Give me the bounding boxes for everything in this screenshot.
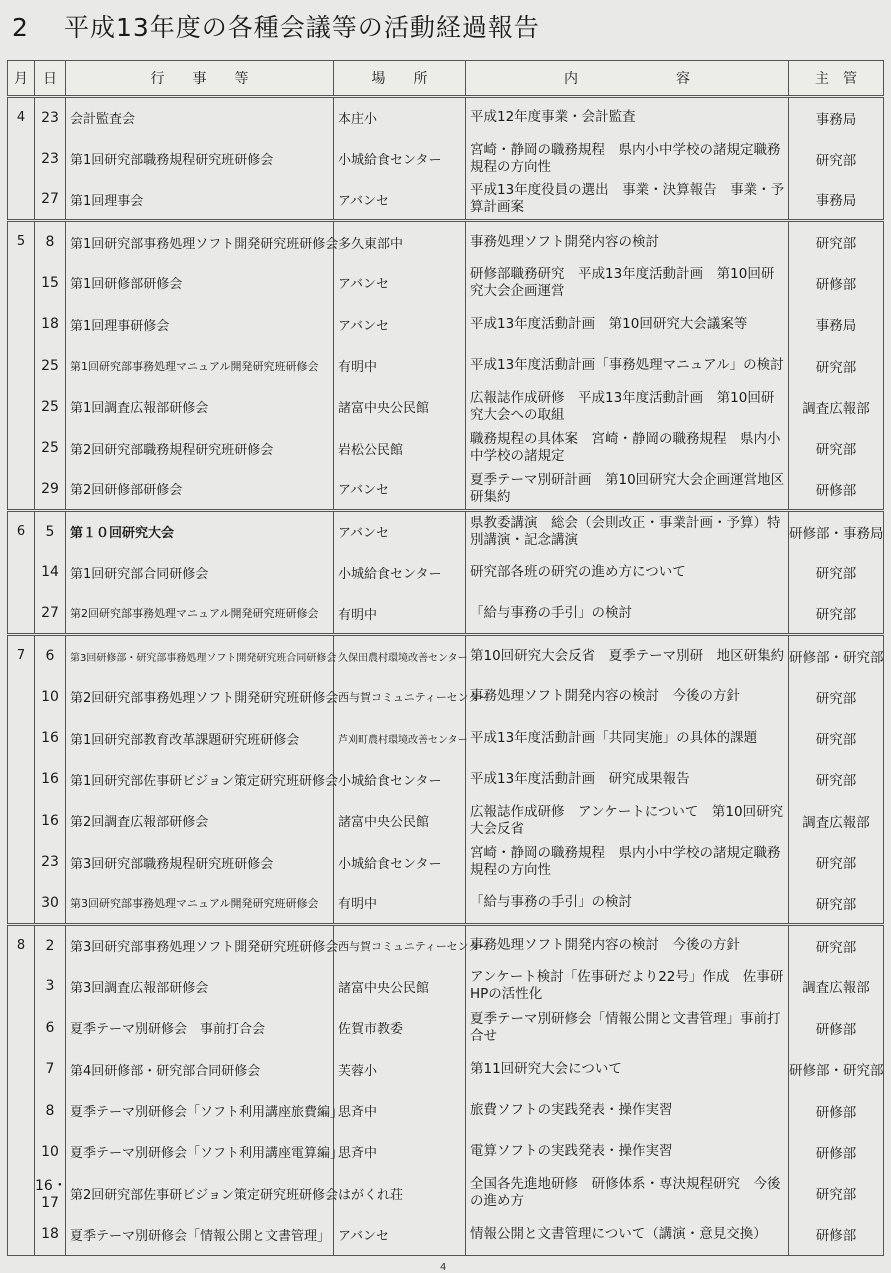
table-row bbox=[8, 345, 884, 386]
day-cell: 6 bbox=[35, 635, 66, 676]
day-cell: 16 bbox=[35, 759, 66, 800]
event-cell: 第1回理事会 bbox=[66, 179, 334, 220]
content-cell: 情報公開と文書管理について（講演・意見交換） bbox=[466, 1214, 789, 1255]
place-cell: 諸富中央公民館 bbox=[334, 966, 466, 1007]
content-cell: 夏季テーマ別研修会「情報公開と文書管理」事前打合せ bbox=[466, 1007, 789, 1048]
day-cell: 30 bbox=[35, 883, 66, 924]
month-cell: 8 bbox=[8, 924, 35, 965]
page-title bbox=[12, 8, 540, 44]
host-cell: 研修部 bbox=[789, 1090, 884, 1131]
table-row bbox=[8, 1048, 884, 1089]
month-cell bbox=[8, 138, 35, 179]
place-cell: 有明中 bbox=[334, 345, 466, 386]
table-row bbox=[8, 883, 884, 924]
event-cell: 第3回調査広報部研修会 bbox=[66, 966, 334, 1007]
host-cell: 研究部 bbox=[789, 221, 884, 262]
month-cell bbox=[8, 386, 35, 427]
host-cell: 調査広報部 bbox=[789, 800, 884, 841]
month-cell bbox=[8, 345, 35, 386]
content-cell: 平成13年度活動計画「事務処理マニュアル」の検討 bbox=[466, 345, 789, 386]
host-cell: 研究部 bbox=[789, 759, 884, 800]
content-cell: 広報誌作成研修 平成13年度活動計画 第10回研究大会への取組 bbox=[466, 386, 789, 427]
content-cell: 電算ソフトの実践発表・操作実習 bbox=[466, 1131, 789, 1172]
table-row bbox=[8, 593, 884, 634]
table-row bbox=[8, 800, 884, 841]
section-title: 平成13年度の各種会議等の活動経過報告 bbox=[64, 13, 540, 42]
event-cell: 夏季テーマ別研修会 事前打合会 bbox=[66, 1007, 334, 1048]
place-cell: 多久東部中 bbox=[334, 221, 466, 262]
event-cell: 第2回研修部研修会 bbox=[66, 469, 334, 510]
table-row bbox=[8, 717, 884, 758]
table-row bbox=[8, 1214, 884, 1255]
content-cell: 広報誌作成研修 アンケートについて 第10回研究大会反省 bbox=[466, 800, 789, 841]
month-cell bbox=[8, 1090, 35, 1131]
host-cell: 研修部 bbox=[789, 262, 884, 303]
place-cell: 佐賀市教委 bbox=[334, 1007, 466, 1048]
place-cell: アバンセ bbox=[334, 262, 466, 303]
place-cell: アバンセ bbox=[334, 303, 466, 344]
host-cell: 研究部 bbox=[789, 552, 884, 593]
host-cell: 研究部 bbox=[789, 345, 884, 386]
host-cell: 研究部 bbox=[789, 138, 884, 179]
host-cell: 研究部 bbox=[789, 717, 884, 758]
table-row bbox=[8, 676, 884, 717]
month-cell bbox=[8, 966, 35, 1007]
day-cell: 18 bbox=[35, 1214, 66, 1255]
table-row bbox=[8, 966, 884, 1007]
day-cell: 23 bbox=[35, 97, 66, 138]
event-cell: 第3回研究部事務処理マニュアル開発研究班研修会 bbox=[66, 883, 334, 924]
month-cell bbox=[8, 717, 35, 758]
event-cell: 第3回研究部事務処理ソフト開発研究班研修会 bbox=[66, 924, 334, 965]
page-number: 4 bbox=[440, 1262, 447, 1273]
event-cell: 会計監査会 bbox=[66, 97, 334, 138]
content-cell: 夏季テーマ別研計画 第10回研究大会企画運営地区研集約 bbox=[466, 469, 789, 510]
host-cell: 研修部・研究部 bbox=[789, 635, 884, 676]
event-cell: 第3回研修部・研究部事務処理ソフト開発研究班合同研修会 bbox=[66, 635, 334, 676]
month-cell bbox=[8, 676, 35, 717]
day-cell: 10 bbox=[35, 1131, 66, 1172]
event-cell: 第3回研究部職務規程研究班研修会 bbox=[66, 842, 334, 883]
day-cell: 2 bbox=[35, 924, 66, 965]
content-cell: 宮崎・静岡の職務規程 県内小中学校の諸規定職務規程の方向性 bbox=[466, 842, 789, 883]
host-cell: 研修部 bbox=[789, 1214, 884, 1255]
month-cell bbox=[8, 1131, 35, 1172]
month-cell bbox=[8, 262, 35, 303]
table-row bbox=[8, 842, 884, 883]
content-cell: 職務規程の具体案 宮崎・静岡の職務規程 県内小中学校の諸規定 bbox=[466, 428, 789, 469]
content-cell: 第10回研究大会反省 夏季テーマ別研 地区研集約 bbox=[466, 635, 789, 676]
day-cell: 16・17 bbox=[35, 1173, 66, 1214]
header-place: 場 所 bbox=[334, 61, 466, 97]
place-cell: 小城給食センター bbox=[334, 138, 466, 179]
table-row bbox=[8, 469, 884, 510]
month-cell bbox=[8, 428, 35, 469]
host-cell: 研修部 bbox=[789, 1131, 884, 1172]
table-row bbox=[8, 510, 884, 551]
day-cell: 10 bbox=[35, 676, 66, 717]
host-cell: 研究部 bbox=[789, 428, 884, 469]
table-row bbox=[8, 1090, 884, 1131]
place-cell: 芙蓉小 bbox=[334, 1048, 466, 1089]
header-month: 月 bbox=[8, 61, 35, 97]
place-cell: アバンセ bbox=[334, 179, 466, 220]
month-cell: 5 bbox=[8, 221, 35, 262]
table-row bbox=[8, 1173, 884, 1214]
content-cell: 全国各先進地研修 研修体系・専決規程研究 今後の進め方 bbox=[466, 1173, 789, 1214]
month-cell bbox=[8, 303, 35, 344]
header-event: 行 事 等 bbox=[66, 61, 334, 97]
place-cell: 有明中 bbox=[334, 883, 466, 924]
day-cell: 23 bbox=[35, 138, 66, 179]
day-cell: 27 bbox=[35, 593, 66, 634]
day-cell: 23 bbox=[35, 842, 66, 883]
event-cell: 第1回研究部佐事研ビジョン策定研究班研修会 bbox=[66, 759, 334, 800]
place-cell: アバンセ bbox=[334, 1214, 466, 1255]
table-row bbox=[8, 138, 884, 179]
activity-table bbox=[7, 60, 884, 1256]
event-cell: 第2回研究部佐事研ビジョン策定研究班研修会 bbox=[66, 1173, 334, 1214]
day-cell: 14 bbox=[35, 552, 66, 593]
month-cell bbox=[8, 469, 35, 510]
place-cell: 西与賀コミュニティーセンター bbox=[334, 676, 466, 717]
month-cell: 7 bbox=[8, 635, 35, 676]
day-cell: 18 bbox=[35, 303, 66, 344]
host-cell: 研修部・研究部 bbox=[789, 1048, 884, 1089]
month-cell bbox=[8, 883, 35, 924]
event-cell: 第1回研究部職務規程研究班研修会 bbox=[66, 138, 334, 179]
header-day: 日 bbox=[35, 61, 66, 97]
month-cell bbox=[8, 179, 35, 220]
content-cell: 研修部職務研究 平成13年度活動計画 第10回研究大会企画運営 bbox=[466, 262, 789, 303]
host-cell: 研究部 bbox=[789, 1173, 884, 1214]
host-cell: 事務局 bbox=[789, 97, 884, 138]
table-row bbox=[8, 552, 884, 593]
event-cell: 第１０回研究大会 bbox=[66, 510, 334, 551]
day-cell: 29 bbox=[35, 469, 66, 510]
day-cell: 15 bbox=[35, 262, 66, 303]
day-cell: 7 bbox=[35, 1048, 66, 1089]
table-row bbox=[8, 303, 884, 344]
place-cell: 芦刈町農村環境改善センター bbox=[334, 717, 466, 758]
table-row bbox=[8, 221, 884, 262]
table-row bbox=[8, 1007, 884, 1048]
month-cell bbox=[8, 552, 35, 593]
place-cell: 本庄小 bbox=[334, 97, 466, 138]
content-cell: 旅費ソフトの実践発表・操作実習 bbox=[466, 1090, 789, 1131]
table-row bbox=[8, 386, 884, 427]
place-cell: 小城給食センター bbox=[334, 759, 466, 800]
place-cell: 西与賀コミュニティーセンター bbox=[334, 924, 466, 965]
month-cell: 6 bbox=[8, 510, 35, 551]
day-cell: 25 bbox=[35, 428, 66, 469]
content-cell: アンケート検討「佐事研だより22号」作成 佐事研HPの活性化 bbox=[466, 966, 789, 1007]
event-cell: 第1回研究部合同研修会 bbox=[66, 552, 334, 593]
header-content: 内 容 bbox=[466, 61, 789, 97]
month-cell: 4 bbox=[8, 97, 35, 138]
day-cell: 16 bbox=[35, 800, 66, 841]
place-cell: 諸富中央公民館 bbox=[334, 800, 466, 841]
content-cell: 事務処理ソフト開発内容の検討 bbox=[466, 221, 789, 262]
month-cell bbox=[8, 842, 35, 883]
table-row bbox=[8, 635, 884, 676]
content-cell: 研究部各班の研究の進め方について bbox=[466, 552, 789, 593]
place-cell: はがくれ荘 bbox=[334, 1173, 466, 1214]
event-cell: 第1回研究部事務処理ソフト開発研究班研修会 bbox=[66, 221, 334, 262]
day-cell: 25 bbox=[35, 345, 66, 386]
host-cell: 研究部 bbox=[789, 883, 884, 924]
content-cell: 第11回研究大会について bbox=[466, 1048, 789, 1089]
host-cell: 研究部 bbox=[789, 924, 884, 965]
place-cell: 小城給食センター bbox=[334, 842, 466, 883]
month-cell bbox=[8, 1007, 35, 1048]
place-cell: 思斉中 bbox=[334, 1131, 466, 1172]
month-cell bbox=[8, 1214, 35, 1255]
place-cell: 思斉中 bbox=[334, 1090, 466, 1131]
content-cell: 平成13年度活動計画「共同実施」の具体的課題 bbox=[466, 717, 789, 758]
content-cell: 平成13年度役員の選出 事業・決算報告 事業・予算計画案 bbox=[466, 179, 789, 220]
host-cell: 事務局 bbox=[789, 303, 884, 344]
day-cell: 25 bbox=[35, 386, 66, 427]
day-cell: 27 bbox=[35, 179, 66, 220]
table-row bbox=[8, 262, 884, 303]
content-cell: 「給与事務の手引」の検討 bbox=[466, 883, 789, 924]
event-cell: 夏季テーマ別研修会「情報公開と文書管理」 bbox=[66, 1214, 334, 1255]
table-row bbox=[8, 924, 884, 965]
event-cell: 第2回研究部事務処理ソフト開発研究班研修会 bbox=[66, 676, 334, 717]
place-cell: 諸富中央公民館 bbox=[334, 386, 466, 427]
place-cell: 有明中 bbox=[334, 593, 466, 634]
place-cell: 小城給食センター bbox=[334, 552, 466, 593]
host-cell: 研修部・事務局 bbox=[789, 510, 884, 551]
event-cell: 第1回研究部教育改革課題研究班研修会 bbox=[66, 717, 334, 758]
content-cell: 「給与事務の手引」の検討 bbox=[466, 593, 789, 634]
day-cell: 6 bbox=[35, 1007, 66, 1048]
content-cell: 事務処理ソフト開発内容の検討 今後の方針 bbox=[466, 676, 789, 717]
host-cell: 研修部 bbox=[789, 1007, 884, 1048]
table-row bbox=[8, 179, 884, 220]
day-cell: 5 bbox=[35, 510, 66, 551]
month-cell bbox=[8, 800, 35, 841]
day-cell: 3 bbox=[35, 966, 66, 1007]
place-cell: 岩松公民館 bbox=[334, 428, 466, 469]
event-cell: 第1回調査広報部研修会 bbox=[66, 386, 334, 427]
place-cell: アバンセ bbox=[334, 510, 466, 551]
table-row bbox=[8, 759, 884, 800]
host-cell: 研究部 bbox=[789, 676, 884, 717]
section-number: 2 bbox=[12, 13, 29, 42]
place-cell: アバンセ bbox=[334, 469, 466, 510]
event-cell: 第1回理事研修会 bbox=[66, 303, 334, 344]
month-cell bbox=[8, 759, 35, 800]
header-host: 主 管 bbox=[789, 61, 884, 97]
month-cell bbox=[8, 1048, 35, 1089]
day-cell: 16 bbox=[35, 717, 66, 758]
event-cell: 第1回研修部研修会 bbox=[66, 262, 334, 303]
content-cell: 平成13年度活動計画 研究成果報告 bbox=[466, 759, 789, 800]
event-cell: 第1回研究部事務処理マニュアル開発研究班研修会 bbox=[66, 345, 334, 386]
host-cell: 調査広報部 bbox=[789, 966, 884, 1007]
host-cell: 研究部 bbox=[789, 842, 884, 883]
content-cell: 平成13年度活動計画 第10回研究大会議案等 bbox=[466, 303, 789, 344]
content-cell: 宮崎・静岡の職務規程 県内小中学校の諸規定職務規程の方向性 bbox=[466, 138, 789, 179]
content-cell: 事務処理ソフト開発内容の検討 今後の方針 bbox=[466, 924, 789, 965]
event-cell: 第2回研究部事務処理マニュアル開発研究班研修会 bbox=[66, 593, 334, 634]
event-cell: 第2回調査広報部研修会 bbox=[66, 800, 334, 841]
event-cell: 第2回研究部職務規程研究班研修会 bbox=[66, 428, 334, 469]
table-header-row bbox=[8, 61, 884, 97]
place-cell: 久保田農村環境改善センター bbox=[334, 635, 466, 676]
month-cell bbox=[8, 1173, 35, 1214]
event-cell: 夏季テーマ別研修会「ソフト利用講座電算編」 bbox=[66, 1131, 334, 1172]
table-row bbox=[8, 1131, 884, 1172]
host-cell: 事務局 bbox=[789, 179, 884, 220]
table-row bbox=[8, 97, 884, 138]
table-row bbox=[8, 428, 884, 469]
event-cell: 第4回研修部・研究部合同研修会 bbox=[66, 1048, 334, 1089]
host-cell: 研究部 bbox=[789, 593, 884, 634]
host-cell: 研修部 bbox=[789, 469, 884, 510]
month-cell bbox=[8, 593, 35, 634]
day-cell: 8 bbox=[35, 221, 66, 262]
event-cell: 夏季テーマ別研修会「ソフト利用講座旅費編」 bbox=[66, 1090, 334, 1131]
content-cell: 平成12年度事業・会計監査 bbox=[466, 97, 789, 138]
day-cell: 8 bbox=[35, 1090, 66, 1131]
content-cell: 県教委講演 総会（会則改正・事業計画・予算）特別講演・記念講演 bbox=[466, 510, 789, 551]
host-cell: 調査広報部 bbox=[789, 386, 884, 427]
